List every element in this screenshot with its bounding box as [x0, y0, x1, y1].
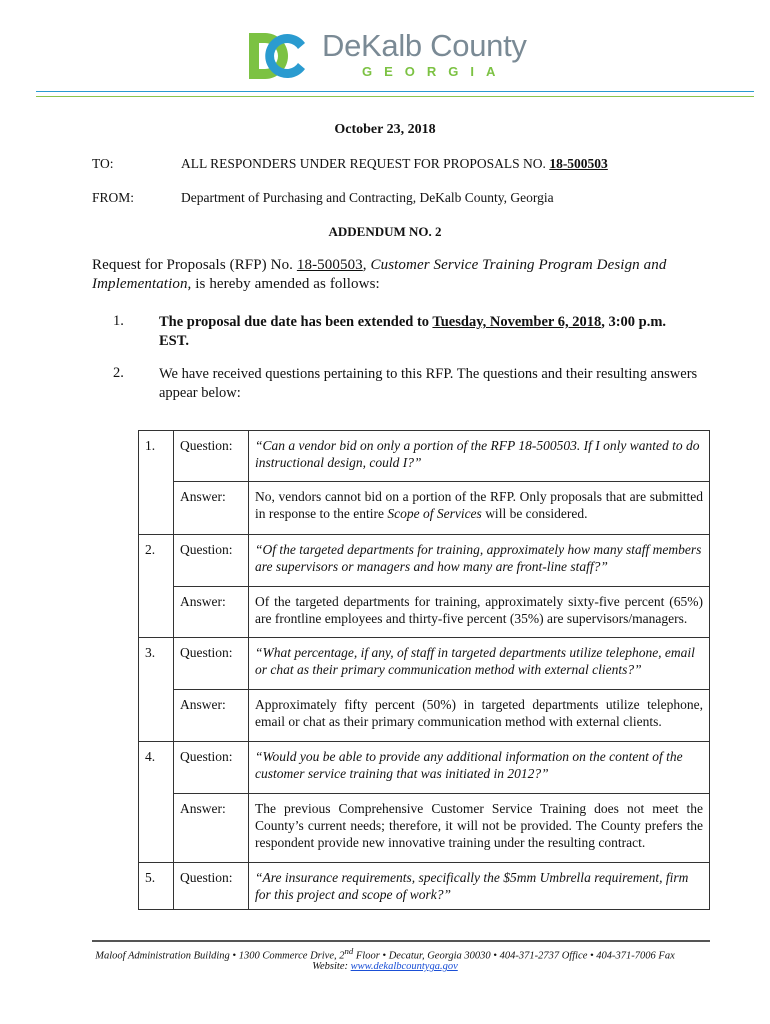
header-divider-green: [36, 96, 754, 97]
intro-suffix: is hereby amended as follows:: [195, 276, 380, 292]
qa-question-text: “Of the targeted departments for training, approximately how many staff members are supervisors or managers and how many are front-line staff?”: [249, 535, 710, 587]
item-1-text: [159, 313, 699, 351]
footer-website: [0, 961, 770, 972]
qa-question-text: “Are insurance requirements, specifically the $5mm Umbrella requirement, firm for this project and scope of work?”: [249, 863, 710, 910]
item-1-suffix: , 3:00 p.m. EST.: [159, 314, 667, 349]
qa-number: 5.: [139, 863, 174, 910]
qa-table: [138, 430, 710, 910]
footer-address-sup: nd: [344, 946, 354, 956]
qa-answer-label: Answer:: [174, 587, 249, 638]
qa-answer-text: The previous Comprehensive Customer Service Training does not meet the County’s current needs; therefore, it will not be provided. The County prefers the respondent provide new innovative training under the resulting contract.: [249, 794, 710, 863]
qa-answer-row: [139, 482, 710, 535]
qa-answer-label: Answer:: [174, 482, 249, 535]
footer-address: [0, 946, 770, 962]
item-1-prefix: The proposal due date has been extended to: [159, 314, 430, 330]
intro-rfp-number: 18-500503: [296, 257, 363, 273]
from-value: Department of Purchasing and Contracting, DeKalb County, Georgia: [181, 190, 554, 205]
qa-answer-text: Of the targeted departments for training, approximately sixty-five percent (65%) are frontline employees and thirty-five percent (35%) are supervisors/managers.: [249, 587, 710, 638]
from-label: FROM:: [92, 190, 135, 205]
qa-question-label: Question:: [174, 535, 249, 587]
dekalb-county-logo-icon: [247, 31, 307, 81]
logo-county-name: DeKalb County: [322, 28, 527, 63]
footer-divider: [92, 940, 710, 942]
intro-paragraph: [92, 256, 692, 294]
qa-number: 2.: [139, 535, 174, 638]
qa-question-row: [139, 863, 710, 910]
qa-number: 4.: [139, 742, 174, 863]
qa-question-row: [139, 431, 710, 482]
qa-question-row: [139, 742, 710, 794]
intro-title: Customer Service Training Program Design and Implementation,: [92, 257, 667, 292]
qa-question-label: Question:: [174, 863, 249, 910]
footer-website-link[interactable]: www.dekalbcountyga.gov: [350, 961, 458, 972]
footer-website-label: Website:: [312, 961, 349, 972]
qa-number: 1.: [139, 431, 174, 535]
header-divider-blue: [36, 91, 754, 92]
footer-address-a: Maloof Administration Building • 1300 Commerce Drive, 2: [95, 950, 345, 962]
qa-question-row: [139, 535, 710, 587]
item-1-number: 1.: [113, 313, 124, 329]
qa-question-text: “Would you be able to provide any additional information on the content of the customer service training that was initiated in 2012?”: [249, 742, 710, 794]
letter-date: October 23, 2018: [334, 122, 436, 137]
scope-of-services-emphasis: Scope of Services: [387, 506, 482, 521]
qa-question-text: “What percentage, if any, of staff in targeted departments utilize telephone, email or chat as their primary communication method with external clients?”: [249, 638, 710, 690]
qa-question-label: Question:: [174, 638, 249, 690]
qa-question-label: Question:: [174, 431, 249, 482]
item-2-number: 2.: [113, 365, 124, 381]
logo-state-name: GEORGIA: [362, 64, 508, 79]
addendum-title: ADDENDUM NO. 2: [328, 224, 442, 239]
qa-answer-text: Approximately fifty percent (50%) in targeted departments utilize telephone, email or chat as their primary communication method with external clients.: [249, 690, 710, 742]
qa-answer-row: [139, 690, 710, 742]
qa-answer-label: Answer:: [174, 794, 249, 863]
qa-number: 3.: [139, 638, 174, 742]
intro-separator: ,: [362, 257, 367, 273]
to-value: [181, 156, 608, 172]
item-1-date: Tuesday, November 6, 2018: [432, 314, 602, 330]
rfp-number: 18-500503: [549, 156, 608, 171]
intro-prefix: Request for Proposals (RFP) No.: [92, 257, 294, 273]
item-2-text: We have received questions pertaining to this RFP. The questions and their resulting answers appear below:: [159, 366, 698, 401]
footer-address-b: Floor • Decatur, Georgia 30030 • 404-371-2737 Office • 404-371-7006 Fax: [353, 950, 675, 962]
qa-answer-label: Answer:: [174, 690, 249, 742]
qa-question-text: “Can a vendor bid on only a portion of the RFP 18-500503. If I only wanted to do instructional design, could I?”: [249, 431, 710, 482]
to-label: TO:: [92, 156, 114, 171]
qa-question-row: [139, 638, 710, 690]
qa-question-label: Question:: [174, 742, 249, 794]
to-text: ALL RESPONDERS UNDER REQUEST FOR PROPOSALS NO.: [181, 156, 546, 171]
qa-answer-row: [139, 587, 710, 638]
qa-answer-text: No, vendors cannot bid on a portion of the RFP. Only proposals that are submitted in response to the entire Scope of Services will be considered.: [249, 482, 710, 535]
qa-answer-row: [139, 794, 710, 863]
